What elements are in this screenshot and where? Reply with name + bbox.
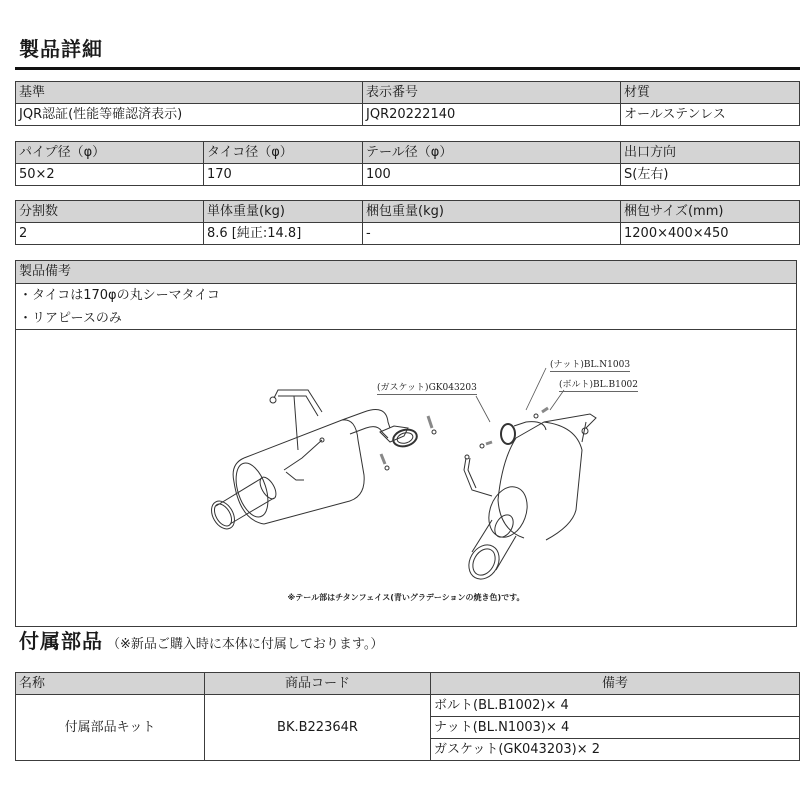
bolt-label: (ボルト)BL.B1002 bbox=[559, 377, 638, 392]
product-notes-panel bbox=[15, 260, 797, 627]
accessories-heading bbox=[19, 629, 383, 657]
table-row bbox=[16, 695, 800, 717]
page-title: 製品詳細 bbox=[19, 37, 103, 61]
title-rule-divider bbox=[15, 67, 800, 70]
header-tail-diameter: テール径（φ） bbox=[363, 142, 621, 164]
header-display-number: 表示番号 bbox=[363, 82, 621, 104]
accessories-title: 付属部品 bbox=[19, 629, 103, 653]
value-exit-direction: S(左右) bbox=[621, 164, 800, 186]
exhaust-diagram bbox=[16, 329, 796, 626]
remark-gasket: ガスケット(GK043203)× 2 bbox=[431, 739, 800, 761]
value-muffler-diameter: 170 bbox=[204, 164, 363, 186]
value-package-size: 1200×400×450 bbox=[621, 223, 800, 245]
value-unit-weight: 8.6 [純正:14.8] bbox=[204, 223, 363, 245]
value-piece-count: 2 bbox=[16, 223, 204, 245]
header-muffler-diameter: タイコ径（φ） bbox=[204, 142, 363, 164]
right-muffler-drawing bbox=[463, 408, 596, 585]
nut-label: (ナット)BL.N1003 bbox=[550, 357, 630, 372]
spec-table-dimensions bbox=[15, 141, 800, 186]
header-piece-count: 分割数 bbox=[16, 201, 204, 223]
header-exit-direction: 出口方向 bbox=[621, 142, 800, 164]
accessory-code: BK.B22364R bbox=[205, 695, 431, 761]
left-muffler-drawing bbox=[207, 390, 436, 533]
header-unit-weight: 単体重量(kg) bbox=[204, 201, 363, 223]
header-remarks: 備考 bbox=[431, 673, 800, 695]
diagram-caption: ※テール部はチタンフェイス(青いグラデーションの焼き色)です。 bbox=[287, 593, 525, 602]
notes-header: 製品備考 bbox=[16, 261, 796, 284]
value-display-number: JQR20222140 bbox=[363, 104, 621, 126]
muffler-illustration-icon bbox=[16, 330, 796, 628]
gasket-label: (ガスケット)GK043203 bbox=[377, 380, 477, 395]
header-package-weight: 梱包重量(kg) bbox=[363, 201, 621, 223]
accessories-subtitle: （※新品ご購入時に本体に付属しております。） bbox=[107, 637, 384, 652]
value-material: オールステンレス bbox=[621, 104, 800, 126]
value-standard: JQR認証(性能等確認済表示) bbox=[16, 104, 363, 126]
header-product-code: 商品コード bbox=[205, 673, 431, 695]
remark-bolt: ボルト(BL.B1002)× 4 bbox=[431, 695, 800, 717]
value-tail-diameter: 100 bbox=[363, 164, 621, 186]
remark-nut: ナット(BL.N1003)× 4 bbox=[431, 717, 800, 739]
header-package-size: 梱包サイズ(mm) bbox=[621, 201, 800, 223]
value-pipe-diameter: 50×2 bbox=[16, 164, 204, 186]
header-name: 名称 bbox=[16, 673, 205, 695]
accessory-name: 付属部品キット bbox=[16, 695, 205, 761]
header-material: 材質 bbox=[621, 82, 800, 104]
note-line: ・タイコは170φの丸シーマタイコ bbox=[19, 288, 220, 303]
accessories-table bbox=[15, 672, 800, 761]
header-standard: 基準 bbox=[16, 82, 363, 104]
value-package-weight: - bbox=[363, 223, 621, 245]
spec-table-standard bbox=[15, 81, 800, 126]
spec-table-weights bbox=[15, 200, 800, 245]
header-pipe-diameter: パイプ径（φ） bbox=[16, 142, 204, 164]
note-line: ・リアピースのみ bbox=[19, 311, 122, 326]
